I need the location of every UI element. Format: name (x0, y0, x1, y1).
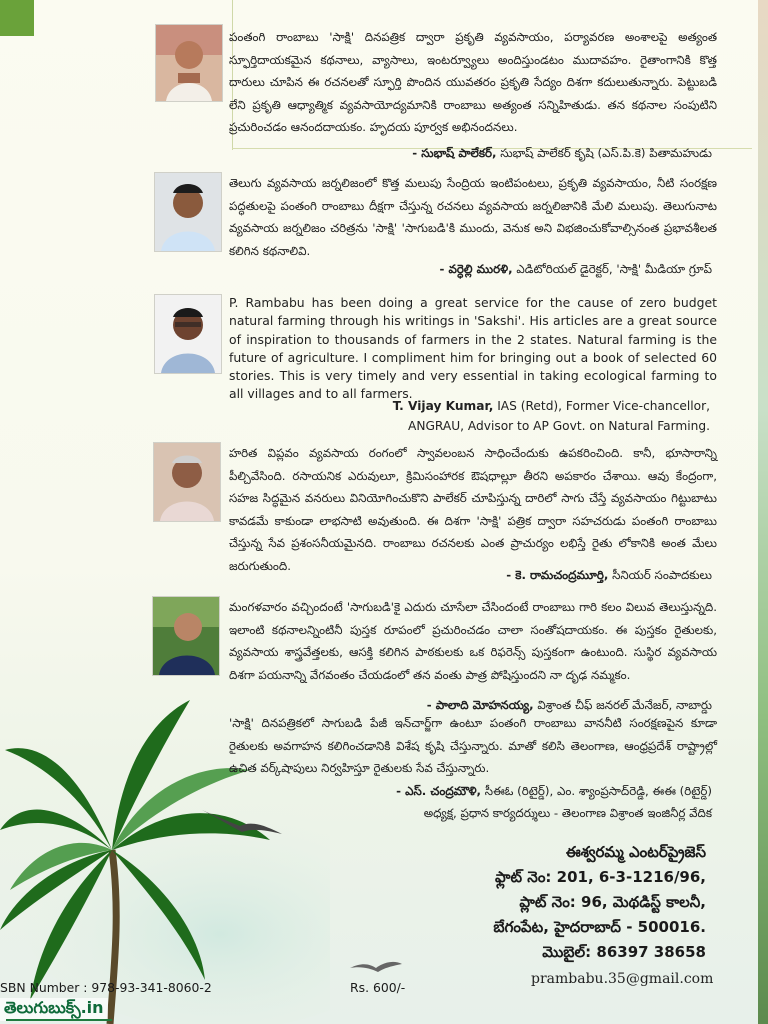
testimonial-text: P. Rambabu has been doing a great service for the cause of zero budget natural farming through his writings in 'Sakshi'. His articles are a great source of inspiration to thousands of farmers in the 2 states. Natural farming is the future of agriculture. I compliment him for bringing out a book of selected 60 stories. This is very timely and very essential in taking ecological farming to all villages and to all farmers. (229, 295, 717, 402)
testimonial-signature (396, 784, 712, 801)
publisher-line: ఫ్లాట్ నెం: 201, 6-3-1216/96, (495, 868, 706, 886)
portrait-ramachandramurthy (153, 442, 221, 522)
bird-icon (200, 800, 284, 840)
signature-organization: అధ్యక్ష, ప్రధాన కార్యదర్శులు - తెలంగాణ విశ్రాంత ఇంజినీర్ల వేదిక (423, 806, 712, 820)
signature-title: విశ్రాంత చీఫ్ జనరల్ మేనేజర్, నాబార్డు (533, 698, 712, 712)
portrait-mohanaiah (152, 596, 220, 676)
signature-title: సీనియర్ సంపాదకులు (608, 568, 712, 582)
cover-edge-strip (758, 0, 768, 1024)
isbn-number: SBN Number : 978-93-341-8060-2 (0, 980, 212, 995)
book-price: Rs. 600/- (350, 980, 406, 995)
testimonial-signature (439, 262, 712, 279)
site-watermark: తెలుగుబుక్స్.in (0, 998, 108, 1021)
signature-title: సుభాష్ పాలేకర్ కృషి (ఎస్.పి.కె) పితామహుడు (496, 146, 712, 160)
watermark-underline (6, 1019, 112, 1021)
testimonial-text: తెలుగు వ్యవసాయ జర్నలిజంలో కొత్త మలుపు సేంద్రియ ఇంటిపంటలు, ప్రకృతి వ్యవసాయం, నీటి సంరక్షణ పద్ధతులపై పంతంగి రాంబాబు దీక్షగా చేస్తున్న రచనలు వ్యవసాయ జర్నలిజానికి మేలి మలుపు. తెలుగునాట వ్యవసాయ జర్నలిజం చరిత్రను 'సాక్షి' 'సాగుబడి'కి ముందు, వెనుక అని విభజించుకోవాల్సినంత ప్రభావశీలత కలిగిన కథనాలివి. (229, 176, 717, 258)
signature-name: - కె. రామచంద్రమూర్తి, (506, 568, 609, 582)
signature-title: సీఈఓ (రిటైర్డ్), ఎం. శ్యాంప్రసాద్‌రెడ్డి, ఈఈ (రిటైర్డ్) (481, 784, 712, 798)
publisher-mobile: మొబైల్: 86397 38658 (542, 943, 706, 961)
signature-title: IAS (Retd), Former Vice-chancellor, ANGRAU, Advisor to AP Govt. on Natural Farming. (408, 399, 710, 433)
testimonial-signature (412, 146, 712, 163)
portrait-vijay-kumar (154, 294, 222, 374)
signature-name: T. Vijay Kumar, (392, 399, 494, 413)
portrait-vardhelli-murali (154, 172, 222, 252)
testimonial-text: 'సాక్షి' దినపత్రికలో సాగుబడి పేజీ ఇన్‌చార్జ్‌గా ఉంటూ పంతంగి రాంబాబు వాననీటి సంరక్షణపైన కూడా రైతులకు అవగాహన కలిగించడానికి విశేష కృషి చేస్తున్నారు. మాతో కలిసి తెలంగాణ, ఆంధ్రప్రదేశ్ రాష్ట్రాల్లో ఉచిత వర్క్‌షాపులు నిర్వహిస్తూ రైతులకు సేవ చేస్తున్నారు. (229, 716, 717, 775)
testimonial-text: పంతంగి రాంబాబు 'సాక్షి' దినపత్రిక ద్వారా ప్రకృతి వ్యవసాయం, పర్యావరణ అంశాలపై అత్యంత స్ఫూర్తిదాయకమైన కథనాలు, వ్యాసాలు, ఇంటర్వ్యూలు అందిస్తుండటం ముదావహం. రైతాంగానికి కొత్త దారులు చూపిన ఈ రచనలతో స్ఫూర్తి పొందిన యువతరం ప్రకృతి సేద్యం దిశగా కదులుతున్నారు. పెట్టుబడి లేని ప్రకృతి ఆధ్యాత్మిక వ్యవసాయోద్యమానికి రాంబాబు అత్యంత సన్నిహితుడు. తన కథనాల సంపుటిని ప్రచురించడం ఆనందదాయకం. హృదయ పూర్వక అభినందనలు. (229, 30, 717, 134)
publisher-line: బేగంపేట, హైదరాబాద్ - 500016. (493, 918, 706, 936)
signature-name: - సుభాష్ పాలేకర్, (412, 146, 497, 160)
publisher-address (366, 840, 706, 965)
portrait-subhash-palekar (155, 24, 223, 102)
signature-name: - ఎస్. చంద్రమౌళి, (396, 784, 482, 798)
testimonial-signature (350, 396, 710, 436)
publisher-name: ఈశ్వరమ్మ ఎంటర్‌ప్రైజెస్ (565, 843, 706, 861)
publisher-line: ప్లాట్ నెం: 96, మెథడిస్ట్ కాలనీ, (519, 893, 706, 911)
signature-name: - వర్ధెల్లి మురళి, (439, 262, 513, 276)
testimonial-text: హరిత విప్లవం వ్యవసాయ రంగంలో స్వావలంబన సాధించేందుకు ఉపకరించింది. కానీ, భూసారాన్ని పీల్చివేసింది. రసాయనిక ఎరువులూ, క్రిమిసంహారక ఔషధాల్లూ తీరని అపకారం చేశాయి. ఆవు కేంద్రంగా, సహజ సిద్ధమైన వనరులు వినియోగించుకొని పాలేకర్ చూపిస్తున్న దారిలో సాగు చేస్తే వ్యవసాయం గిట్టుబాటు కావడమే కాకుండా లాభసాటి అవుతుంది. ఈ దిశగా 'సాక్షి' పత్రిక ద్వారా సహచరుడు పంతంగి రాంబాబు చేస్తున్న సేవ ప్రశంసనీయమైనది. రాంబాబు రచనలకు ఎంత ప్రాచుర్యం లభిస్తే రైతు లోకానికి అంత మేలు జరుగుతుంది. (229, 446, 718, 573)
testimonial-signature (506, 568, 712, 585)
corner-accent (0, 0, 34, 36)
contact-email[interactable]: prambabu.35@gmail.com (531, 971, 714, 987)
signature-name: - పాలాది మోహనయ్య, (426, 698, 534, 712)
testimonial-text: మంగళవారం వచ్చిందంటే 'సాగుబడి'కై ఎదురు చూసేలా చేసిందంటే రాంబాబు గారి కలం విలువ తెలుస్తున్నది. ఇలాంటి కథనాలన్నింటినీ పుస్తక రూపంలో ప్రచురించడం చాలా సంతోషదాయకం. ఈ పుస్తకం రైతులకు, వ్యవసాయ శాస్త్రవేత్తలకు, ఆసక్తి కలిగిన పాఠకులకు ఒక రిఫరెన్స్ పుస్తకంగా ఉంటుంది. సుస్థిర వ్యవసాయ దిశగా పయనాన్ని వేగవంతం చేయడంలో తన వంతు పాత్ర పోషిస్తుందని నా దృఢ నమ్మకం. (229, 600, 717, 682)
signature-title: ఎడిటోరియల్ డైరెక్టర్, 'సాక్షి' మీడియా గ్రూప్ (512, 262, 712, 276)
